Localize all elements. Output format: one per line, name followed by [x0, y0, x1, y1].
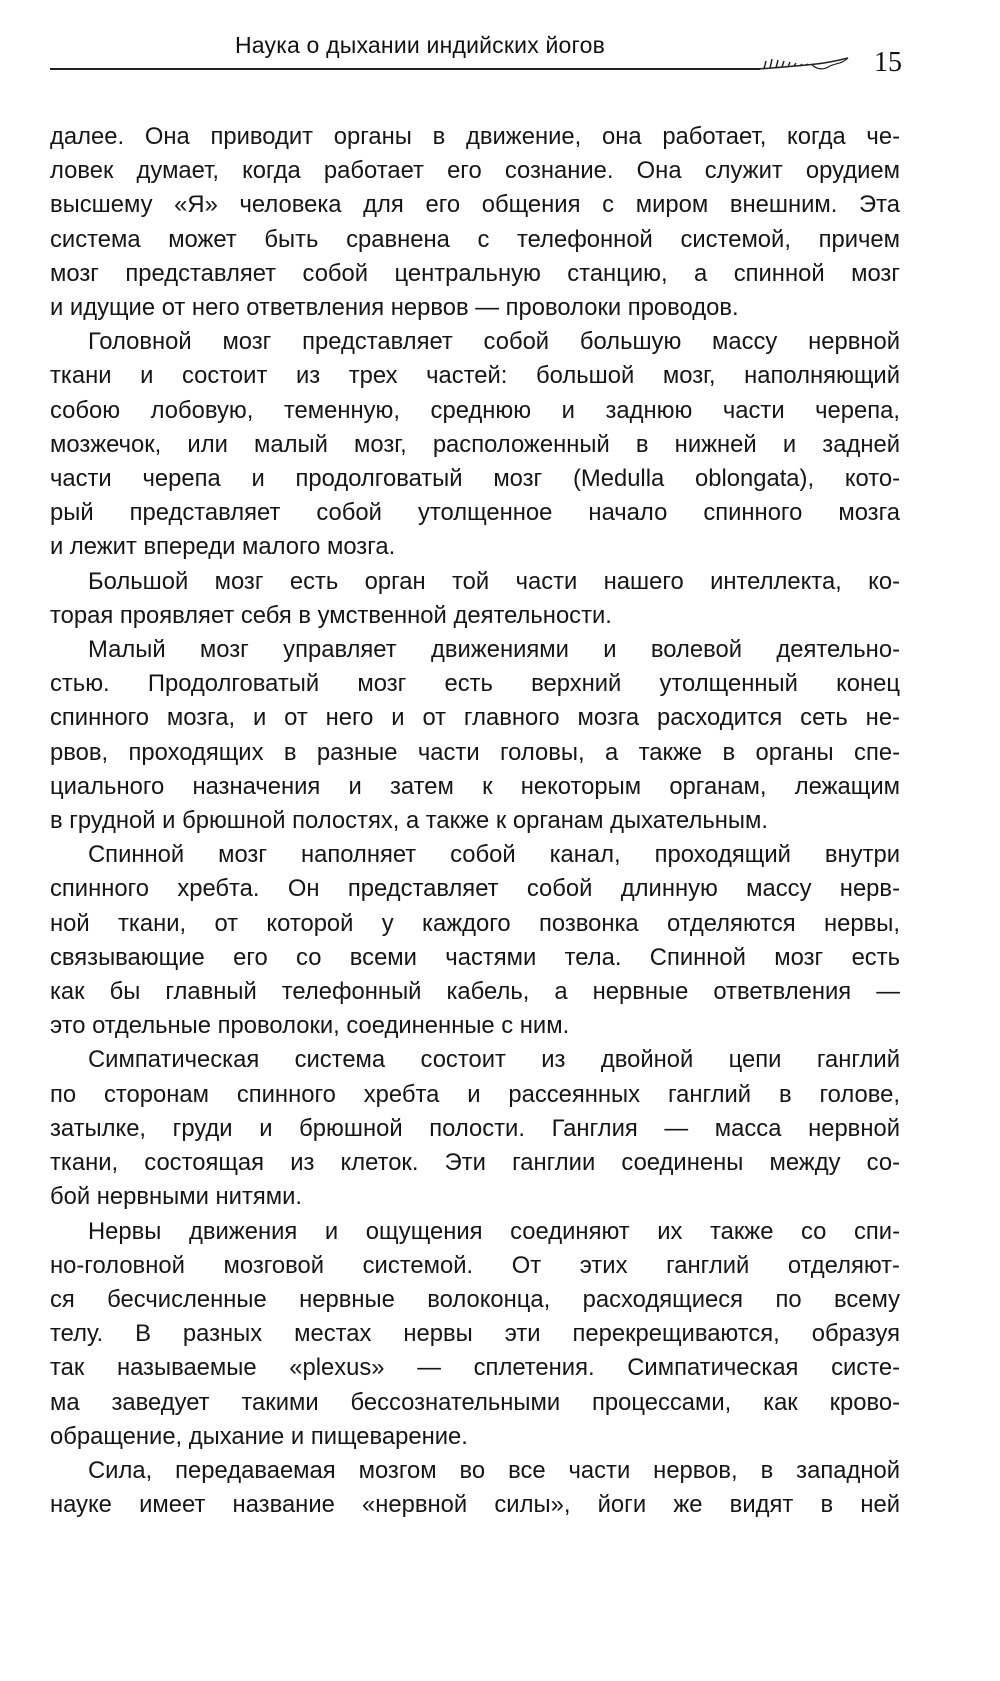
- text-line: ной ткани, от которой у каждого позвонка отделяются нервы,: [50, 909, 900, 937]
- text-line: в грудной и брюшной полостях, а также к органам дыхательным.: [50, 807, 768, 835]
- text-line: Спинной мозг наполняет собой канал, проходящий внутри: [88, 841, 900, 869]
- text-line: циального назначения и затем к некоторым органам, лежащим: [50, 772, 900, 800]
- paragraph-3: [50, 565, 900, 633]
- text-line: Малый мозг управляет движениями и волевой деятельно-: [88, 636, 900, 664]
- paragraph-1: [50, 120, 900, 325]
- text-line: спинного мозга, и от него и от главного мозга расходится сеть не-: [50, 704, 900, 732]
- text-line: обращение, дыхание и пищеварение.: [50, 1422, 468, 1450]
- text-line: мозжечок, или малый мозг, расположенный в нижней и задней: [50, 430, 900, 458]
- text-line: части черепа и продолговатый мозг (Medulla oblongata), кото-: [50, 465, 900, 493]
- text-line: телу. В разных местах нервы эти перекрещиваются, образуя: [50, 1320, 900, 1348]
- text-line: это отдельные проволоки, соединенные с ним.: [50, 1012, 570, 1040]
- text-line: высшему «Я» человека для его общения с миром внешним. Эта: [50, 191, 900, 219]
- text-line: мозг представляет собой центральную станцию, а спинной мозг: [50, 259, 900, 287]
- paragraph-7: [50, 1215, 900, 1454]
- text-line: ма заведует такими бессознательными процессами, как крово-: [50, 1388, 900, 1416]
- text-line: ся бесчисленные нервные волоконца, расходящиеся по всему: [50, 1285, 900, 1313]
- text-line: и лежит впереди малого мозга.: [50, 533, 396, 561]
- header-rule: [50, 68, 760, 70]
- text-line: науке имеет название «нервной силы», йоги же видят в ней: [50, 1491, 900, 1519]
- running-title: Наука о дыхании индийских йогов: [234, 32, 606, 58]
- text-line: так называемые «plexus» — сплетения. Симпатическая систе-: [50, 1354, 900, 1382]
- text-line: собою лобовую, теменную, среднюю и заднюю части черепа,: [50, 396, 900, 424]
- text-line: Симпатическая система состоит из двойной цепи ганглий: [88, 1046, 900, 1074]
- page-number: 15: [874, 47, 902, 78]
- decorative-flourish-icon: [756, 52, 852, 78]
- text-line: затылке, груди и брюшной полости. Ганглия — масса нервной: [50, 1114, 900, 1142]
- paragraph-8: [50, 1454, 900, 1522]
- text-line: по сторонам спинного хребта и рассеянных ганглий в голове,: [50, 1080, 900, 1108]
- text-line: ловек думает, когда работает его сознание. Она служит орудием: [50, 157, 900, 185]
- page-header: [50, 30, 900, 80]
- text-line: рый представляет собой утолщенное начало спинного мозга: [50, 499, 900, 527]
- text-line: ткани, состоящая из клеток. Эти ганглии соединены между со-: [50, 1149, 900, 1177]
- text-line: далее. Она приводит органы в движение, она работает, когда че-: [50, 123, 900, 150]
- text-line: система может быть сравнена с телефонной системой, причем: [50, 225, 900, 253]
- paragraph-4: [50, 633, 900, 838]
- body-text: [50, 120, 900, 1522]
- text-line: рвов, проходящих в разные части головы, а также в органы спе-: [50, 738, 900, 766]
- text-line: спинного хребта. Он представляет собой длинную массу нерв-: [50, 875, 900, 903]
- text-line: и идущие от него ответвления нервов — проволоки проводов.: [50, 294, 739, 322]
- text-line: торая проявляет себя в умственной деятельности.: [50, 601, 612, 629]
- text-line: связывающие его со всеми частями тела. Спинной мозг есть: [50, 943, 900, 971]
- text-line: но-головной мозговой системой. От этих ганглий отделяют-: [50, 1251, 900, 1279]
- text-line: Нервы движения и ощущения соединяют их также со спи-: [88, 1217, 900, 1245]
- paragraph-6: [50, 1043, 900, 1214]
- text-line: как бы главный телефонный кабель, а нервные ответвления —: [50, 978, 900, 1006]
- paragraph-5: [50, 838, 900, 1043]
- text-line: ткани и состоит из трех частей: большой мозг, наполняющий: [50, 362, 900, 390]
- text-line: Сила, передаваемая мозгом во все части нервов, в западной: [88, 1456, 900, 1484]
- paragraph-2: [50, 325, 900, 564]
- text-line: Головной мозг представляет собой большую массу нервной: [88, 328, 900, 356]
- text-line: стью. Продолговатый мозг есть верхний утолщенный конец: [50, 670, 900, 698]
- text-line: бой нервными нитями.: [50, 1183, 303, 1211]
- text-line: Большой мозг есть орган той части нашего интеллекта, ко-: [88, 567, 900, 595]
